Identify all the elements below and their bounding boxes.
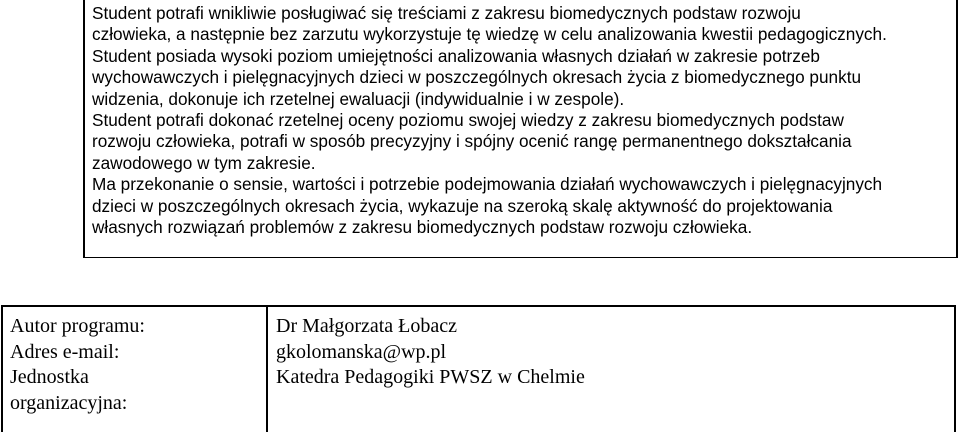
info-table-border-top: [1, 305, 956, 307]
program-info-table: [0, 305, 960, 428]
outcome-paragraph: [92, 174, 952, 238]
outcome-line: własnych rozwiązań problemów z zakresu biomedycznych podstaw rozwoju człowieka.: [92, 217, 753, 238]
info-table-border-left: [1, 305, 3, 432]
table-border-right: [956, 0, 958, 258]
outcome-paragraph: [92, 46, 952, 110]
info-labels-cell: [10, 314, 260, 416]
outcome-line: Student posiada wysoki poziom umiejętności analizowania własnych działań w zakresie potrzeb: [92, 45, 820, 66]
unit-label-line1: Jednostka: [10, 366, 89, 388]
info-table-divider: [266, 305, 268, 432]
email-value: gkolomanska@wp.pl: [276, 340, 447, 363]
unit-label-line2: organizacyjna:: [10, 391, 128, 414]
outcome-line: rozwoju człowieka, potrafi w sposób precyzyjny i spójny ocenić rangę permanentnego dokształcania: [92, 131, 852, 152]
info-values-cell: [276, 314, 946, 391]
outcome-line: wychowawczych i pielęgnacyjnych dzieci w poszczególnych okresach życia z biomedycznego punktu: [92, 67, 862, 88]
table-border-left: [83, 0, 85, 258]
author-label: Autor programu:: [10, 315, 145, 337]
outcome-line: dzieci w poszczególnych okresach życia, wykazuje na szeroką skalę aktywność do projektowania: [92, 195, 833, 216]
author-value: Dr Małgorzata Łobacz: [276, 315, 458, 337]
email-label: Adres e-mail:: [10, 340, 120, 363]
info-table-border-right: [954, 305, 956, 432]
table-border-bottom: [83, 257, 957, 259]
outcome-line: widzenia, dokonuje ich rzetelnej ewaluacji (indywidualnie i w zespole).: [92, 88, 625, 109]
unit-value: Katedra Pedagogiki PWSZ w Chelmie: [276, 366, 585, 388]
outcome-line: zawodowego w tym zakresie.: [92, 152, 316, 173]
outcome-line: Student potrafi wnikliwie posługiwać się treściami z zakresu biomedycznych podstaw rozwoju: [92, 3, 801, 23]
outcome-paragraph: [92, 110, 952, 174]
learning-outcomes-cell: [92, 3, 952, 238]
outcome-line: człowieka, a następnie bez zarzutu wykorzystuje tę wiedzę w celu analizowania kwestii pedagogicznych.: [92, 24, 887, 45]
outcome-paragraph: [92, 3, 952, 46]
outcome-line: Student potrafi dokonać rzetelnej oceny poziomu swojej wiedzy z zakresu biomedycznych podstaw: [92, 110, 844, 131]
outcome-line: Ma przekonanie o sensie, wartości i potrzebie podejmowania działań wychowawczych i pielęgnacyjnych: [92, 174, 883, 195]
